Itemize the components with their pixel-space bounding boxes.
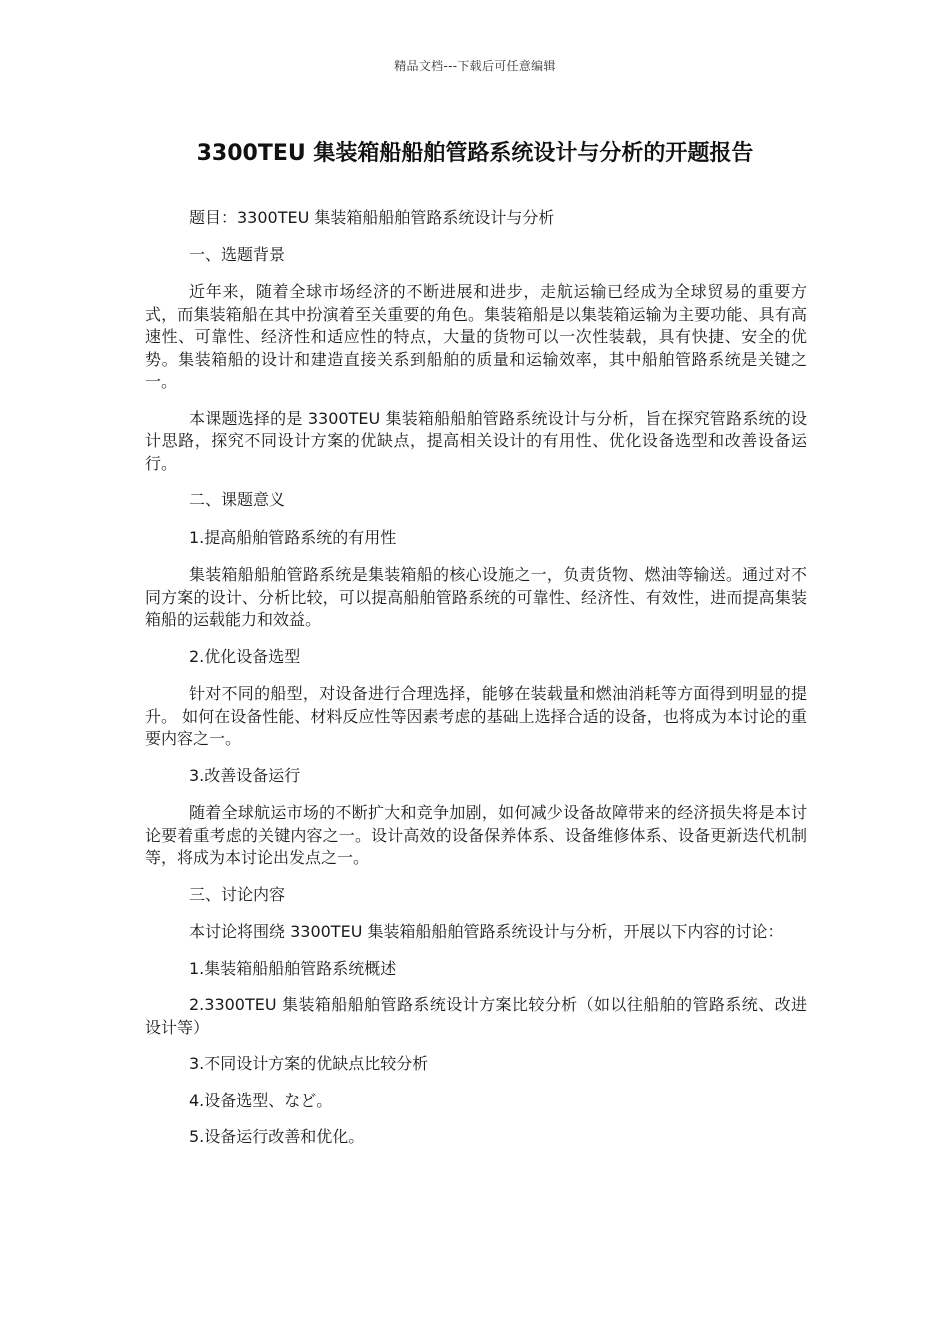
header-note: 精品文档---下载后可任意编辑 — [394, 59, 556, 73]
paragraph-background: 近年来，随着全球市场经济的不断进展和进步，走航运输已经成为全球贸易的重要方式，而集装箱船在其中扮演着至关重要的角色。集装箱船是以集装箱运输为主要功能、具有高速性、可靠性、经济性和适应性的特点，大量的货物可以一次性装载，具有快捷、安全的优势。集装箱船的设计和建造直接关系到船舶的质量和运输效率，其中船舶管路系统是关键之一。 — [145, 282, 807, 391]
document-title: 3300TEU 集装箱船船舶管路系统设计与分析的开题报告 — [196, 141, 754, 166]
list-item-3: 3.不同设计方案的优缺点比较分析 — [189, 1054, 429, 1073]
paragraph-equipment-selection: 针对不同的船型，对设备进行合理选择，能够在装载量和燃油消耗等方面得到明显的提升。 如何在设备性能、材料反应性等因素考虑的基础上选择合适的设备，也将成为本讨论的重要内容之一。 — [145, 684, 807, 748]
subheading-equipment-selection: 2.优化设备选型 — [189, 646, 301, 666]
list-item-1: 1.集装箱船船舶管路系统概述 — [189, 958, 397, 978]
list-item-5: 5.设备运行改善和优化。 — [189, 1127, 365, 1146]
section-heading-research-content: 三、讨论内容 — [189, 884, 286, 904]
subheading-equipment-operation: 3.改善设备运行 — [189, 765, 301, 785]
list-item-4: 4.设备选型、など。 — [189, 1090, 333, 1110]
paragraph-equipment-operation: 随着全球航运市场的不断扩大和竞争加剧，如何减少设备故障带来的经济损失将是本讨论要着重考虑的关键内容之一。设计高效的设备保养体系、设备维修体系、设备更新迭代机制等，将成为本讨论出发点之一。 — [145, 803, 807, 867]
paragraph-usefulness: 集装箱船船舶管路系统是集装箱船的核心设施之一，负责货物、燃油等输送。通过对不同方案的设计、分析比较，可以提高船舶管路系统的可靠性、经济性、有效性，进而提高集装箱船的运载能力和效益。 — [145, 565, 807, 629]
paragraph-research-intro: 本讨论将围绕 3300TEU 集装箱船船舶管路系统设计与分析，开展以下内容的讨论： — [189, 922, 784, 941]
subheading-usefulness: 1.提高船舶管路系统的有用性 — [189, 527, 397, 547]
document-body — [145, 207, 807, 1163]
list-item-2: 2.3300TEU 集装箱船船舶管路系统设计方案比较分析（如以往船舶的管路系统、改进设计等） — [145, 995, 807, 1037]
topic-line: 题目：3300TEU 集装箱船船舶管路系统设计与分析 — [189, 208, 555, 227]
paragraph-purpose: 本课题选择的是 3300TEU 集装箱船船舶管路系统设计与分析，旨在探究管路系统的设计思路，探究不同设计方案的优缺点，提高相关设计的有用性、优化设备选型和改善设备运行。 — [145, 408, 807, 473]
section-heading-significance: 二、课题意义 — [189, 490, 286, 509]
section-heading-background: 一、选题背景 — [189, 244, 286, 264]
